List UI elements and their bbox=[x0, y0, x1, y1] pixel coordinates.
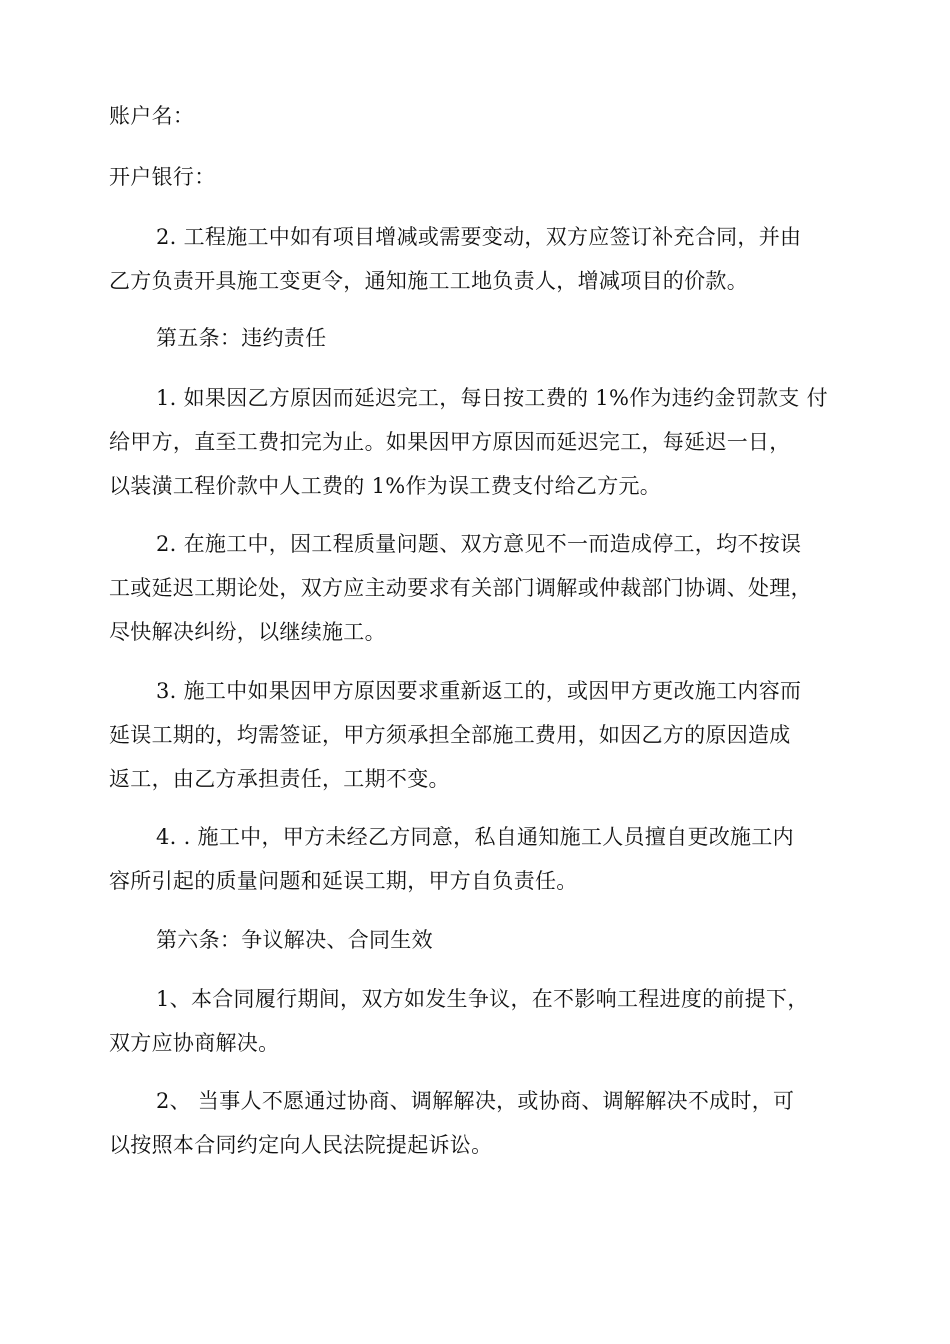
bank-label: 开户银行： bbox=[109, 165, 216, 189]
paragraph-line: 2. 在施工中，因工程质量问题、双方意见不一而造成停工，均不按误 bbox=[156, 532, 802, 556]
paragraph-line: 尽快解决纠纷，以继续施工。 bbox=[109, 620, 386, 644]
paragraph-line: 1. 如果因乙方原因而延迟完工，每日按工费的 1%作为违约金罚款支 付 bbox=[156, 386, 828, 410]
paragraph-line: 工或延迟工期论处，双方应主动要求有关部门调解或仲裁部门协调、处理， bbox=[109, 576, 812, 600]
paragraph-line: 延误工期的，均需签证，甲方须承担全部施工费用，如因乙方的原因造成 bbox=[109, 723, 791, 747]
paragraph-line: 4. . 施工中，甲方未经乙方同意，私自通知施工人员擅自更改施工内 bbox=[156, 825, 794, 849]
paragraph-line: 以按照本合同约定向人民法院提起诉讼。 bbox=[109, 1133, 493, 1157]
paragraph-line: 2. 工程施工中如有项目增减或需要变动，双方应签订补充合同，并由 bbox=[156, 225, 802, 249]
paragraph-line: 3. 施工中如果因甲方原因要求重新返工的，或因甲方更改施工内容而 bbox=[156, 679, 802, 703]
paragraph-line: 给甲方，直至工费扣完为止。如果因甲方原因而延迟完工，每延迟一日， bbox=[109, 430, 791, 454]
paragraph-line: 乙方负责开具施工变更令，通知施工工地负责人，增减项目的价款。 bbox=[109, 269, 748, 293]
paragraph-line: 容所引起的质量问题和延误工期，甲方自负责任。 bbox=[109, 869, 578, 893]
section-heading-six: 第六条：争议解决、合同生效 bbox=[156, 928, 433, 952]
paragraph-line: 返工，由乙方承担责任，工期不变。 bbox=[109, 767, 450, 791]
paragraph-line: 双方应协商解决。 bbox=[109, 1031, 280, 1055]
paragraph-line: 以装潢工程价款中人工费的 1%作为误工费支付给乙方元。 bbox=[109, 474, 662, 498]
section-heading-five: 第五条：违约责任 bbox=[156, 326, 327, 350]
account-name-label: 账户名： bbox=[109, 104, 195, 128]
paragraph-line: 2、 当事人不愿通过协商、调解解决，或协商、调解解决不成时，可 bbox=[156, 1089, 795, 1113]
paragraph-line: 1、本合同履行期间，双方如发生争议，在不影响工程进度的前提下， bbox=[156, 987, 809, 1011]
